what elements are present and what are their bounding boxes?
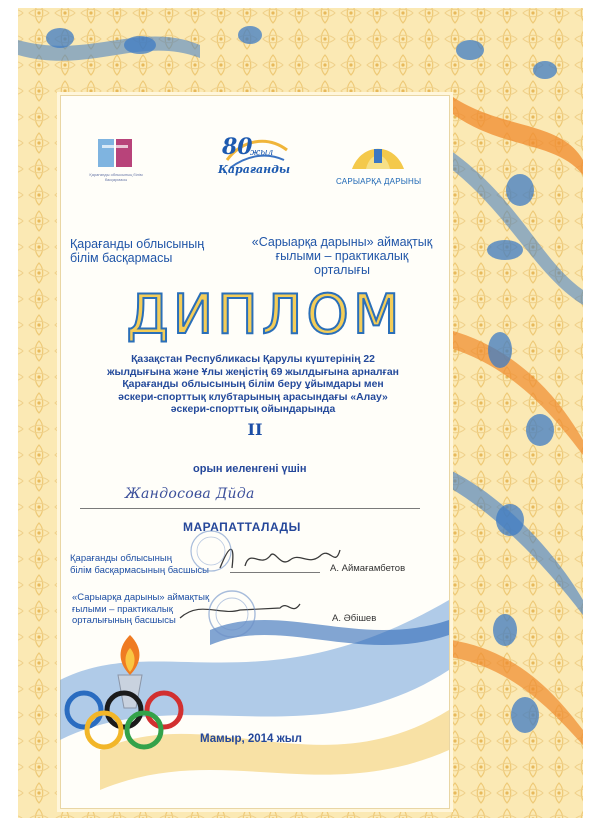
signature-1-line xyxy=(230,572,320,573)
header-left-line: білім басқармасы xyxy=(70,251,173,265)
signatory-title-line: білім басқармасының басшысы xyxy=(70,564,209,576)
stamp-1-icon xyxy=(188,528,234,574)
header-left-line: Қарағанды облысының xyxy=(70,237,205,251)
education-department-logo xyxy=(96,137,136,171)
header-left xyxy=(70,237,204,265)
issue-date: Мамыр, 2014 жыл xyxy=(200,733,302,745)
stamp-2-icon xyxy=(206,588,258,640)
recipient-underline xyxy=(80,508,420,509)
description-line: әскери-спорттық ойындарында xyxy=(170,404,336,416)
place-number: II xyxy=(247,420,263,439)
description-line: Қазақстан Республикасы Қарулы күштерінің 22 xyxy=(131,354,375,365)
signatory-title-line: «Сарыарқа дарыны» аймақтық xyxy=(72,592,210,603)
header-right-line: «Сарыарқа дарыны» аймақтық xyxy=(251,235,433,249)
description-line: жылдығына және Ұлы жеңістің 69 жылдығына арналған xyxy=(107,366,399,378)
saryarka-logo-label: САРЫАРҚА ДАРЫНЫ xyxy=(336,177,422,186)
signatory-1-name: А. Аймағамбетов xyxy=(330,563,406,574)
header-right xyxy=(247,235,437,277)
recipient-name: Жандосова Дйда xyxy=(125,486,255,502)
description-line: Қарағанды облысының білім беру ұйымдары мен xyxy=(122,379,384,391)
diploma-title: ДИПЛОМ xyxy=(126,283,404,346)
olympic-rings-icon xyxy=(62,688,202,758)
signatory-2-name: А. Әбішев xyxy=(332,613,377,624)
signatory-title-line: Қарағанды облысының xyxy=(70,553,172,564)
signatory-title-line: ғылыми – практикалық xyxy=(72,603,173,615)
award-description xyxy=(68,354,438,417)
header-right-line: орталығы xyxy=(314,263,370,277)
anniversary-city: Қарағанды xyxy=(218,163,291,176)
saryarka-daryny-logo xyxy=(348,137,408,173)
description-line: әскери-спорттық клубтарының арасындағы «Алау» xyxy=(118,391,388,403)
anniversary-word: жыл xyxy=(250,148,274,158)
education-department-caption: Қарағанды облысының білім басқармасы xyxy=(89,172,143,182)
signatory-title-line: орталығының басшысы xyxy=(72,615,176,626)
award-for-text: орын иеленгені үшін xyxy=(193,463,307,475)
header-right-line: ғылыми – практикалық xyxy=(275,249,409,263)
award-verb: МАРАПАТТАЛАДЫ xyxy=(183,520,301,534)
anniversary-number: 80 xyxy=(222,134,253,160)
